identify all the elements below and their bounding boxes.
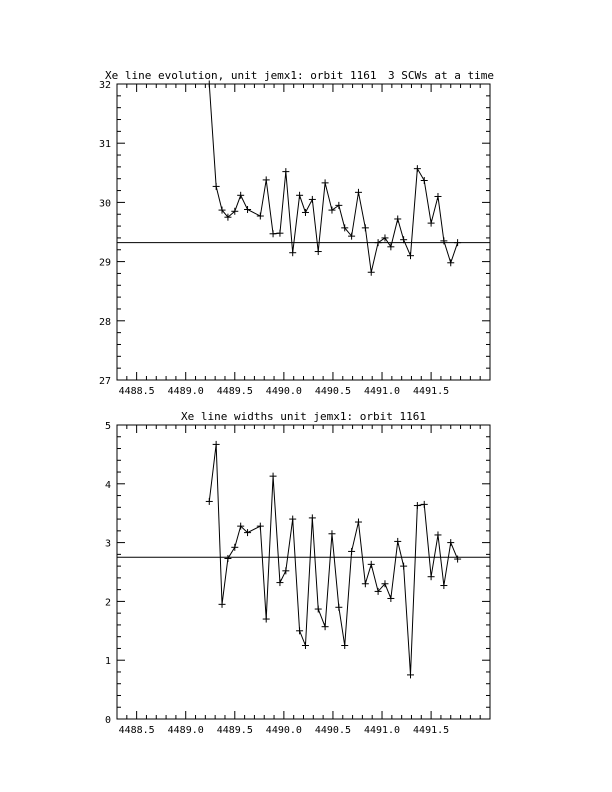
evolution-y-tick-label: 32	[98, 80, 111, 91]
widths-y-tick-label: 2	[104, 597, 111, 609]
widths-y-tick-label: 5	[104, 421, 111, 432]
evolution-data-point	[421, 177, 428, 184]
evolution-data-point	[302, 209, 309, 216]
evolution-data-point	[387, 243, 394, 250]
widths-data-point	[387, 595, 394, 602]
widths-data-point	[368, 561, 375, 568]
evolution-chart-title: Xe line evolution, unit jemx1: orbit 1161	[105, 69, 377, 82]
widths-x-tick-label: 4489.0	[167, 725, 204, 736]
evolution-data-point	[434, 193, 441, 200]
evolution-data-point	[237, 192, 244, 199]
widths-data-point	[257, 523, 264, 530]
evolution-data-point	[454, 239, 461, 246]
widths-data-point	[206, 498, 213, 505]
widths-data-point	[434, 531, 441, 538]
widths-data-point	[440, 582, 447, 589]
widths-data-point	[296, 627, 303, 634]
widths-data-point	[213, 441, 220, 448]
widths-data-point	[328, 530, 335, 537]
widths-data-point	[276, 579, 283, 586]
evolution-data-point	[328, 207, 335, 214]
evolution-y-tick-label: 30	[98, 198, 111, 210]
widths-data-point	[421, 501, 428, 508]
widths-data-point	[282, 567, 289, 574]
evolution-data-point	[400, 236, 407, 243]
evolution-y-tick-label: 31	[98, 139, 111, 151]
evolution-x-tick-label: 4491.0	[363, 386, 401, 397]
widths-x-tick-label: 4491.0	[363, 725, 401, 736]
widths-plot-frame	[117, 425, 490, 719]
widths-data-point	[447, 539, 454, 546]
xe-line-widths-chart	[105, 410, 490, 736]
evolution-x-tick-label: 4489.5	[216, 386, 253, 397]
evolution-x-tick-label: 4490.0	[265, 386, 302, 397]
evolution-data-point	[368, 269, 375, 276]
widths-data-point	[454, 556, 461, 563]
widths-x-tick-label: 4490.5	[314, 725, 352, 736]
evolution-data-point	[335, 202, 342, 209]
widths-x-tick-label: 4491.5	[413, 725, 450, 736]
widths-data-point	[407, 671, 414, 678]
xe-line-evolution-chart	[99, 69, 494, 397]
evolution-data-point	[414, 165, 421, 172]
widths-data-point	[263, 616, 270, 623]
widths-data-point	[362, 580, 369, 587]
evolution-data-point	[322, 179, 329, 186]
widths-data-point	[335, 604, 342, 611]
evolution-x-tick-label: 4490.5	[314, 386, 352, 397]
widths-data-point	[224, 555, 231, 562]
evolution-data-point	[375, 239, 382, 246]
evolution-data-point	[381, 234, 388, 241]
widths-data-point	[322, 623, 329, 630]
evolution-x-tick-label: 4489.0	[167, 386, 204, 397]
widths-data-point	[309, 514, 316, 521]
evolution-chart-subtitle: 3 SCWs at a time	[388, 69, 494, 82]
evolution-y-tick-label: 28	[98, 316, 111, 328]
evolution-data-point	[213, 183, 220, 190]
evolution-data-point	[270, 230, 277, 237]
evolution-data-point	[289, 249, 296, 256]
evolution-data-point	[263, 176, 270, 183]
widths-data-point	[394, 538, 401, 545]
evolution-x-tick-label: 4488.5	[118, 386, 155, 397]
widths-chart-title: Xe line widths unit jemx1: orbit 1161	[180, 410, 427, 423]
evolution-x-tick-label: 4491.5	[413, 386, 450, 397]
evolution-y-tick-label: 29	[98, 257, 111, 269]
evolution-data-point	[296, 192, 303, 199]
widths-y-tick-label: 0	[104, 715, 111, 726]
evolution-data-point	[257, 213, 264, 220]
evolution-data-point	[447, 259, 454, 266]
evolution-data-point	[282, 168, 289, 175]
widths-series-line	[209, 444, 457, 675]
widths-data-point	[414, 502, 421, 509]
widths-data-point	[341, 642, 348, 649]
evolution-data-point	[428, 220, 435, 227]
widths-x-tick-label: 4490.0	[265, 725, 302, 736]
widths-data-point	[355, 519, 362, 526]
evolution-data-point	[244, 206, 251, 213]
evolution-data-point	[440, 237, 447, 244]
widths-data-point	[270, 473, 277, 480]
evolution-data-point	[355, 189, 362, 196]
widths-data-point	[289, 516, 296, 523]
widths-data-point	[219, 601, 226, 608]
evolution-data-point	[362, 224, 369, 231]
evolution-series-line	[209, 84, 457, 272]
widths-x-tick-label: 4489.5	[216, 725, 253, 736]
widths-data-point	[302, 642, 309, 649]
widths-data-point	[348, 548, 355, 555]
widths-y-tick-label: 3	[104, 538, 111, 550]
evolution-y-tick-label: 27	[98, 376, 111, 387]
widths-x-tick-label: 4488.5	[118, 725, 155, 736]
widths-data-point	[400, 563, 407, 570]
evolution-data-point	[315, 248, 322, 255]
widths-y-tick-label: 1	[104, 656, 111, 668]
evolution-data-point	[276, 230, 283, 237]
evolution-plot-frame	[117, 84, 490, 380]
widths-data-point	[315, 606, 322, 613]
evolution-data-point	[394, 215, 401, 222]
widths-data-point	[428, 573, 435, 580]
widths-y-tick-label: 4	[104, 479, 111, 491]
evolution-data-point	[309, 196, 316, 203]
evolution-data-point	[407, 252, 414, 259]
widths-data-point	[231, 544, 238, 551]
